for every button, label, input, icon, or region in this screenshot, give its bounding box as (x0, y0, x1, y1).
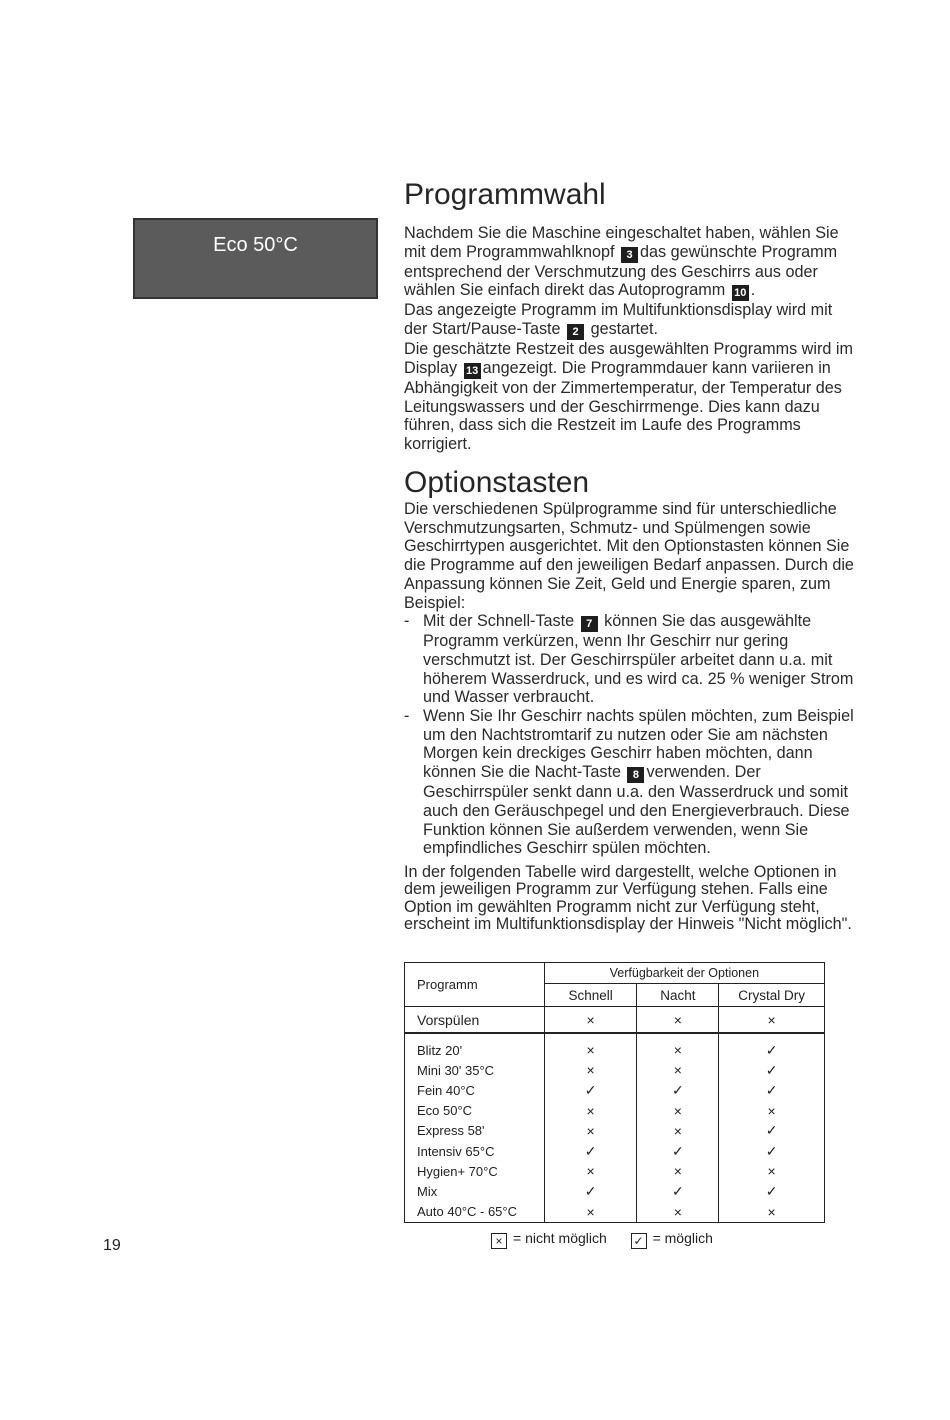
row-label: Eco 50°C (405, 1101, 545, 1121)
row-label: Mix (405, 1181, 545, 1201)
table-row (405, 1181, 825, 1201)
cross-icon: × (491, 1233, 507, 1249)
legend-possible: = möglich (652, 1230, 713, 1246)
key-badge-3: 3 (621, 247, 638, 263)
table-row (405, 1007, 825, 1034)
paragraph-programmwahl-2: Das angezeigte Programm im Multifunktionsdisplay wird mit der Start/Pause-Taste 2 gestartet. (404, 301, 833, 339)
cell-mark: ✓ (544, 1181, 637, 1201)
key-badge-7: 7 (581, 616, 598, 632)
key-badge-8: 8 (627, 767, 644, 783)
cell-mark: × (544, 1007, 637, 1034)
table-row (405, 1161, 825, 1181)
cell-mark: × (544, 1202, 637, 1223)
row-label: Hygien+ 70°C (405, 1161, 545, 1181)
cell-mark: × (637, 1161, 719, 1181)
cell-mark: × (719, 1161, 825, 1181)
header-verfuegbarkeit: Verfügbarkeit der Optionen (544, 963, 824, 984)
bullet-nacht: - Wenn Sie Ihr Geschirr nachts spülen möchten, zum Beispiel um den Nachtstromtarif zu nutzen oder Sie am nächsten Morgen kein dreckiges Geschirr haben möchten, dann können Sie die Nacht-Taste 8 verwenden. Der Geschirrspüler senkt dann u.a. den Wasserdruck und somit auch den Geräuschpegel und den Energieverbrauch. Diese Funktion können Sie außerdem verwenden, wenn Sie empfindliches Geschirr spülen möchten. (404, 707, 854, 858)
cell-mark: ✓ (719, 1141, 825, 1161)
cell-mark: × (637, 1202, 719, 1223)
cell-mark: ✓ (719, 1060, 825, 1080)
section-programmwahl (404, 178, 854, 454)
table-row (405, 1060, 825, 1080)
section-optionstasten (404, 466, 854, 934)
cell-mark: × (719, 1202, 825, 1223)
cell-mark: ✓ (719, 1040, 825, 1060)
row-label: Blitz 20' (405, 1040, 545, 1060)
cell-mark: ✓ (544, 1080, 637, 1100)
table-legend (491, 1230, 713, 1249)
bullet-schnell: - Mit der Schnell-Taste 7 können Sie das ausgewählte Programm verkürzen, wenn Ihr Geschirr nur gering verschmutzt ist. Der Geschirrspüler arbeitet dann u.a. mit höherem Wasserdruck, und es wird ca. 25 % weniger Strom und Wasser verbraucht. (404, 612, 854, 707)
cell-mark: × (544, 1121, 637, 1141)
paragraph-optionstasten-intro: Die verschiedenen Spülprogramme sind für unterschiedliche Verschmutzungsarten, Schmutz- und Spülmengen sowie Geschirrtypen ausgerichtet. Mit den Optionstasten können Sie die Programme auf den jeweiligen Bedarf anpassen. Durch die Anpassung können Sie Zeit, Geld und Energie sparen, zum Beispiel: (404, 500, 854, 612)
table-row (405, 1040, 825, 1060)
row-label: Vorspülen (405, 1007, 545, 1034)
table-row (405, 1141, 825, 1161)
cell-mark: ✓ (637, 1080, 719, 1100)
row-label: Express 58' (405, 1121, 545, 1141)
cell-mark: × (637, 1060, 719, 1080)
header-programm: Programm (405, 963, 545, 1007)
table-row (405, 1080, 825, 1100)
page-number: 19 (103, 1237, 121, 1254)
cell-mark: ✓ (719, 1121, 825, 1141)
display-text: Eco 50°C (213, 234, 298, 256)
row-label: Mini 30' 35°C (405, 1060, 545, 1080)
paragraph-programmwahl-1: Nachdem Sie die Maschine eingeschaltet haben, wählen Sie mit dem Programmwahlknopf 3 das gewünschte Programm entsprechend der Verschmutzung des Geschirrs aus oder wählen Sie einfach direkt das Autoprogramm 10 . (404, 224, 839, 300)
cell-mark: × (637, 1121, 719, 1141)
row-label: Auto 40°C - 65°C (405, 1202, 545, 1223)
cell-mark: × (544, 1040, 637, 1060)
cell-mark: ✓ (544, 1141, 637, 1161)
key-badge-10: 10 (732, 285, 749, 301)
cell-mark: × (637, 1040, 719, 1060)
row-label: Fein 40°C (405, 1080, 545, 1100)
cell-mark: × (719, 1101, 825, 1121)
cell-mark: × (637, 1007, 719, 1034)
table-row (405, 1121, 825, 1141)
row-label: Intensiv 65°C (405, 1141, 545, 1161)
cell-mark: ✓ (637, 1141, 719, 1161)
cell-mark: × (544, 1161, 637, 1181)
table-row (405, 1202, 825, 1223)
cell-mark: ✓ (719, 1080, 825, 1100)
heading-optionstasten: Optionstasten (404, 466, 590, 499)
heading-programmwahl: Programmwahl (404, 178, 606, 211)
cell-mark: ✓ (637, 1181, 719, 1201)
check-icon: ✓ (631, 1233, 647, 1249)
cell-mark: × (637, 1101, 719, 1121)
header-schnell: Schnell (544, 984, 637, 1007)
cell-mark: × (544, 1101, 637, 1121)
legend-not-possible: = nicht möglich (513, 1230, 607, 1246)
paragraph-programmwahl-3: Die geschätzte Restzeit des ausgewählten Programms wird im Display 13 angezeigt. Die Programmdauer kann variieren in Abhängigkeit von der Zimmertemperatur, der Temperatur des Leitungswassers und der Geschirrmenge. Dies kann dazu führen, dass sich die Restzeit im Laufe des Programms korrigiert. (404, 340, 853, 453)
cell-mark: ✓ (719, 1181, 825, 1201)
cell-mark: × (719, 1007, 825, 1034)
table-row (405, 1101, 825, 1121)
header-crystal-dry: Crystal Dry (719, 984, 825, 1007)
options-table (404, 962, 825, 1223)
program-display (133, 218, 378, 299)
key-badge-13: 13 (464, 363, 481, 379)
key-badge-2: 2 (567, 324, 584, 340)
header-nacht: Nacht (637, 984, 719, 1007)
cell-mark: × (544, 1060, 637, 1080)
paragraph-optionstasten-outro: In der folgenden Tabelle wird dargestellt, welche Optionen in dem jeweiligen Programm zur Verfügung stehen. Falls eine Option im gewählten Programm nicht zur Verfügung steht, erscheint im Multifunktionsdisplay der Hinweis "Nicht möglich". (404, 862, 852, 934)
